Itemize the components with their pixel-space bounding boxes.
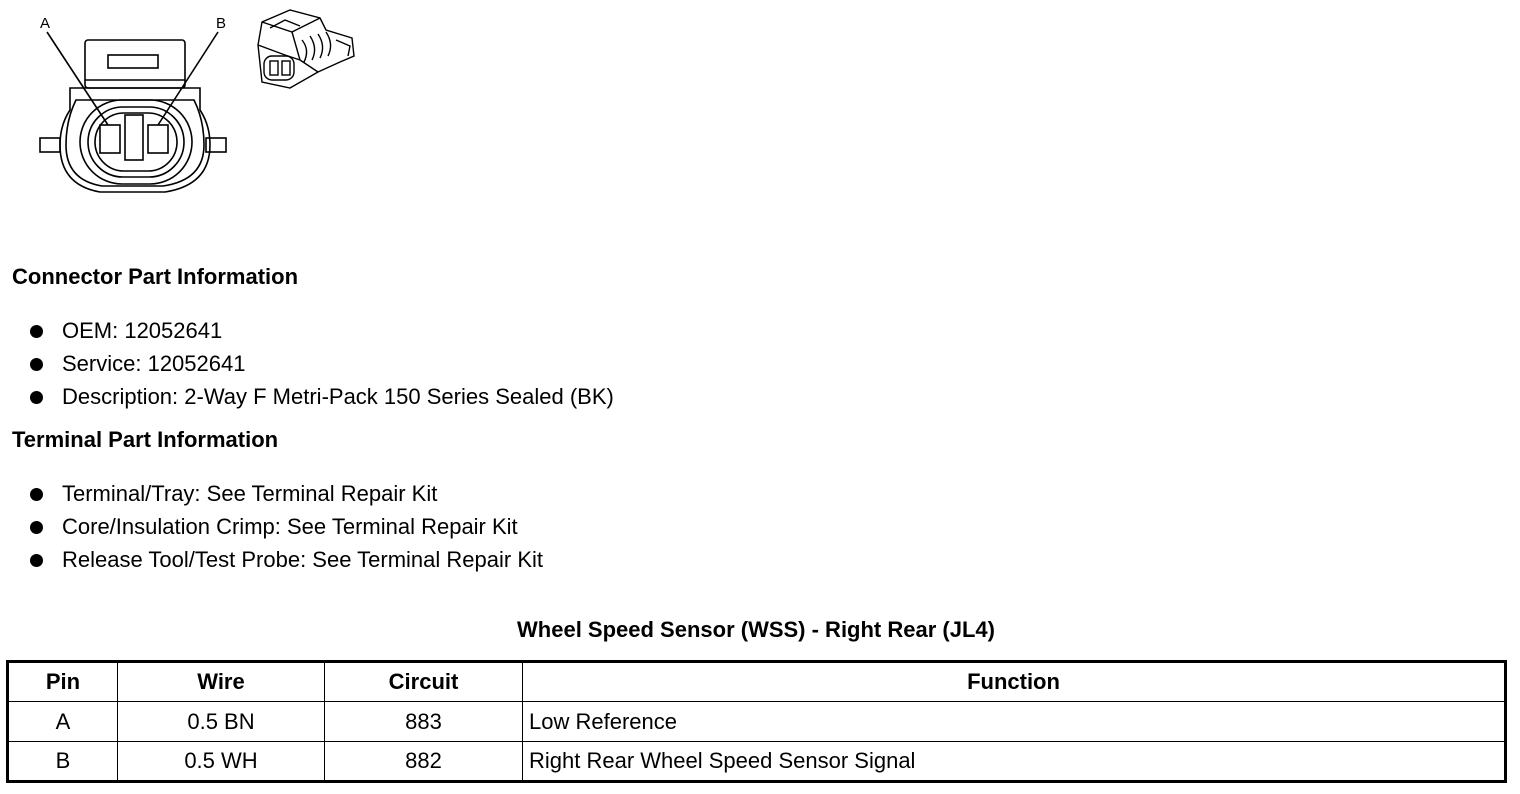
cell-pin: A — [8, 702, 118, 742]
table-row — [8, 702, 1506, 742]
cavity-b — [148, 125, 168, 153]
cell-circuit: 882 — [325, 742, 523, 782]
bullet-icon — [30, 488, 43, 501]
pin-label-a: A — [40, 15, 51, 32]
bullet-icon — [30, 554, 43, 567]
connector-part-list — [30, 318, 614, 417]
terminal-part-heading: Terminal Part Information — [12, 427, 279, 452]
cell-pin: B — [8, 742, 118, 782]
header-circuit: Circuit — [325, 662, 523, 702]
list-item: Service: 12052641 — [30, 351, 614, 384]
connector-thumbnail — [258, 10, 354, 88]
bullet-icon — [30, 325, 43, 338]
cell-function: Low Reference — [523, 702, 1506, 742]
cell-wire: 0.5 WH — [118, 742, 325, 782]
connector-part-heading: Connector Part Information — [12, 264, 299, 289]
header-function: Function — [523, 662, 1506, 702]
list-item: OEM: 12052641 — [30, 318, 614, 351]
pin-table — [6, 660, 1507, 783]
cell-wire: 0.5 BN — [118, 702, 325, 742]
right-ear — [206, 138, 226, 152]
connector-diagram — [0, 0, 380, 220]
list-item: Description: 2-Way F Metri-Pack 150 Series Sealed (BK) — [30, 384, 614, 417]
leader-line-b — [158, 32, 218, 125]
cell-function: Right Rear Wheel Speed Sensor Signal — [523, 742, 1506, 782]
bullet-icon — [30, 358, 43, 371]
leader-line-a — [47, 32, 108, 125]
cavity-a — [100, 125, 120, 153]
list-item: Release Tool/Test Probe: See Terminal Repair Kit — [30, 547, 543, 580]
cell-circuit: 883 — [325, 702, 523, 742]
latch-slot — [108, 55, 158, 68]
list-item: Terminal/Tray: See Terminal Repair Kit — [30, 481, 543, 514]
left-ear — [40, 138, 60, 152]
center-key — [125, 115, 143, 160]
table-title: Wheel Speed Sensor (WSS) - Right Rear (JL4) — [517, 617, 995, 642]
table-header-row — [8, 662, 1506, 702]
pin-label-b: B — [216, 15, 227, 32]
header-wire: Wire — [118, 662, 325, 702]
list-item: Core/Insulation Crimp: See Terminal Repair Kit — [30, 514, 543, 547]
bullet-icon — [30, 521, 43, 534]
header-pin: Pin — [8, 662, 118, 702]
table-row — [8, 742, 1506, 782]
latch-housing — [85, 40, 185, 88]
bullet-icon — [30, 391, 43, 404]
terminal-part-list — [30, 481, 543, 580]
